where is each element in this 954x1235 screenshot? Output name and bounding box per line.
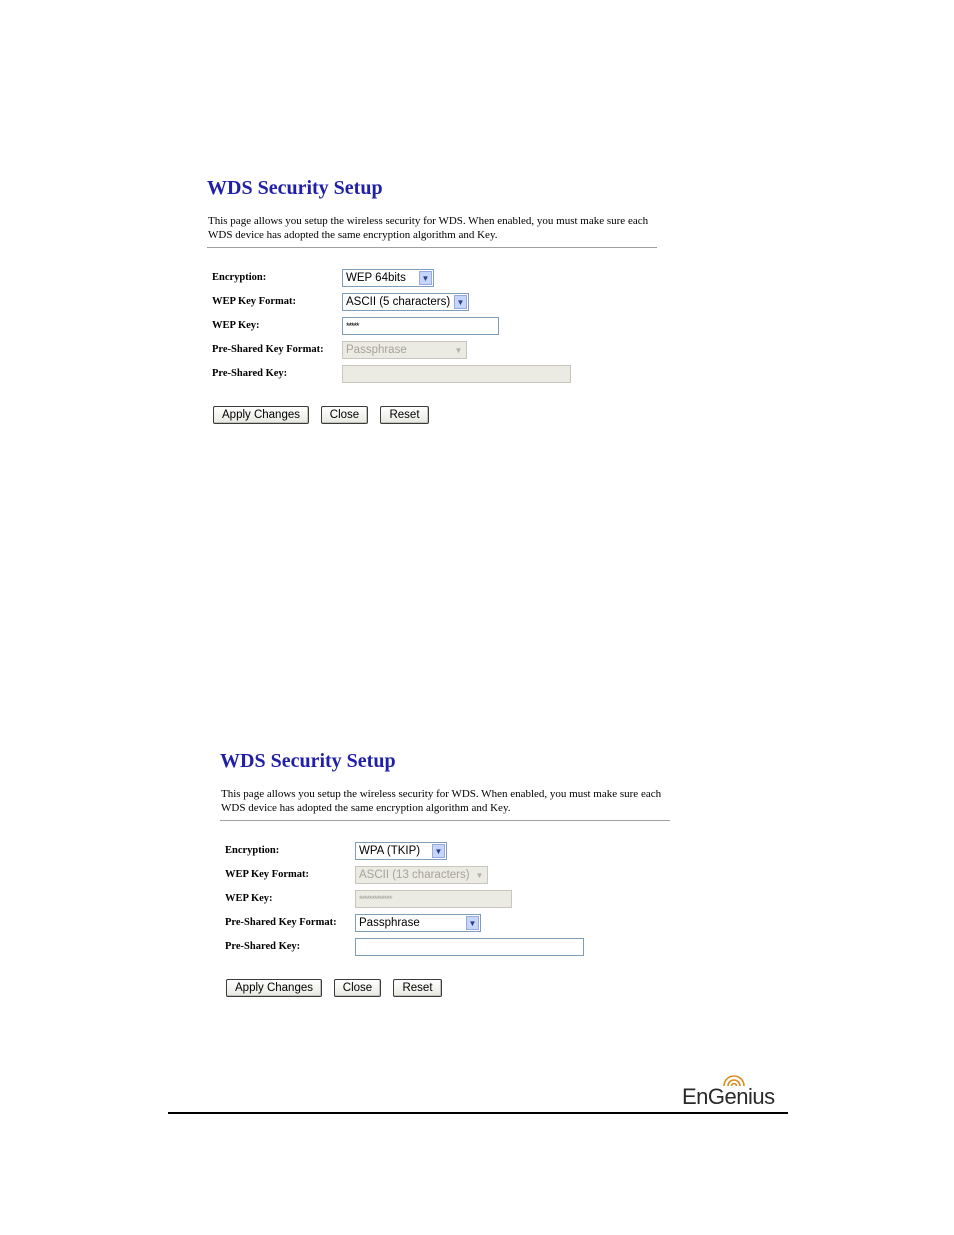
wep-key-row <box>225 889 665 909</box>
reset-button[interactable]: Reset <box>393 979 442 997</box>
apply-changes-button[interactable]: Apply Changes <box>213 406 309 424</box>
psk-format-label: Pre-Shared Key Format: <box>212 344 324 355</box>
wep-key-row <box>212 316 652 336</box>
divider <box>220 820 670 821</box>
divider <box>207 247 657 248</box>
encryption-row <box>225 841 665 861</box>
chevron-down-icon[interactable]: ▼ <box>454 295 467 309</box>
psk-input[interactable] <box>355 938 584 956</box>
chevron-down-icon[interactable]: ▼ <box>432 844 445 858</box>
psk-format-value: Passphrase <box>346 344 407 356</box>
psk-format-label: Pre-Shared Key Format: <box>225 917 337 928</box>
encryption-row <box>212 268 652 288</box>
wep-key-format-value: ASCII (13 characters) <box>359 869 470 881</box>
psk-format-select <box>342 341 467 359</box>
wep-key-label: WEP Key: <box>225 893 273 904</box>
encryption-value: WPA (TKIP) <box>359 845 421 857</box>
reset-button[interactable]: Reset <box>380 406 429 424</box>
page-title: WDS Security Setup <box>207 177 383 199</box>
chevron-down-icon: ▼ <box>473 868 486 882</box>
wds-security-panel-1 <box>207 174 659 421</box>
psk-format-row <box>225 913 665 933</box>
wds-security-panel-2 <box>220 747 672 994</box>
psk-format-row <box>212 340 652 360</box>
psk-format-value: Passphrase <box>359 917 420 929</box>
wep-key-input: ************* <box>355 890 512 908</box>
chevron-down-icon[interactable]: ▼ <box>419 271 432 285</box>
wep-key-format-select[interactable] <box>342 293 469 311</box>
footer-divider <box>168 1112 788 1114</box>
engenius-logo <box>682 1074 792 1112</box>
psk-format-select[interactable] <box>355 914 481 932</box>
wep-key-format-row <box>225 865 665 885</box>
page-description: This page allows you setup the wireless security for WDS. When enabled, you must make sure each WDS device has adopted the same encryption algorithm and Key. <box>208 215 649 241</box>
apply-changes-button[interactable]: Apply Changes <box>226 979 322 997</box>
wep-key-format-label: WEP Key Format: <box>212 296 296 307</box>
encryption-value: WEP 64bits <box>346 272 406 284</box>
wep-key-input[interactable]: ***** <box>342 317 499 335</box>
close-button[interactable]: Close <box>321 406 368 424</box>
logo-wordmark: EnGenius <box>682 1084 775 1109</box>
encryption-select[interactable] <box>355 842 447 860</box>
wep-key-format-select <box>355 866 488 884</box>
chevron-down-icon[interactable]: ▼ <box>466 916 479 930</box>
psk-input <box>342 365 571 383</box>
page-title: WDS Security Setup <box>220 750 396 772</box>
close-button[interactable]: Close <box>334 979 381 997</box>
psk-label: Pre-Shared Key: <box>212 368 288 379</box>
page-description: This page allows you setup the wireless security for WDS. When enabled, you must make sure each WDS device has adopted the same encryption algorithm and Key. <box>221 788 662 814</box>
psk-label: Pre-Shared Key: <box>225 941 301 952</box>
psk-row <box>225 937 665 957</box>
psk-row <box>212 364 652 384</box>
encryption-label: Encryption: <box>212 272 267 283</box>
wep-key-format-row <box>212 292 652 312</box>
wep-key-format-label: WEP Key Format: <box>225 869 309 880</box>
chevron-down-icon: ▼ <box>452 343 465 357</box>
wep-key-format-value: ASCII (5 characters) <box>346 296 451 308</box>
encryption-label: Encryption: <box>225 845 280 856</box>
encryption-select[interactable] <box>342 269 434 287</box>
wep-key-label: WEP Key: <box>212 320 260 331</box>
